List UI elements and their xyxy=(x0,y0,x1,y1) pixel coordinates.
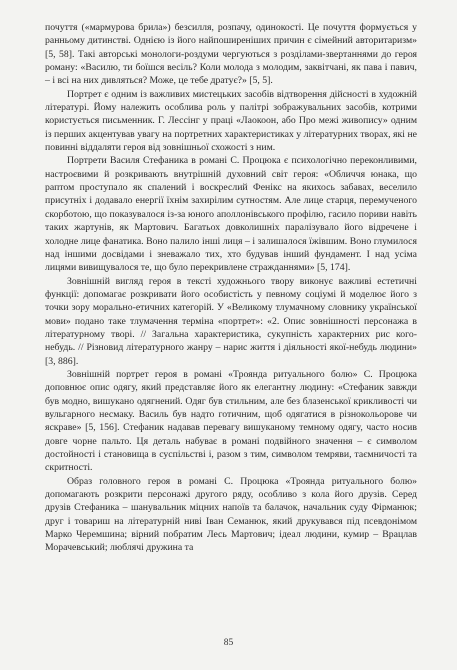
page-number: 85 xyxy=(223,638,234,648)
paragraph-clothing: Зовнішній портрет героя в романі «Троянда ритуального болю» С. Процюка доповнює опис одягу, який представляє його як елегантну людину: «Стефаник завжди був модно, вишукано одягнений. Одяг був стильним, але без блазенської крикливості чи вульгарного несмаку. Василь був надто готичним, щоб одягатися в різнокольорове чи яскраве» [5, 156]. Стефаник надавав перевагу вишуканому темному одягу, часто носив довге чорне пальто. Ця деталь набуває в романі подвійного значення – є символом достойності і становища в суспільстві і, разом з тим, символом темряви, таємничості та скритності. xyxy=(45,368,417,474)
paragraph-secondary-characters: Образ головного героя в романі С. Процюка «Троянда ритуального болю» допомагають розкрити персонажі другого ряду, особливо з кола його друзів. Серед друзів Стефаника – шанувальник міцних напоїв та балачок, начальник суду Фірманюк; друг і товариш на літературній ниві Іван Семанюк, який друкувався під псевдонімом Марко Черемшина; вірний побратим Лесь Мартович; ідеал людини, кумир – Врацлав Морачевський; люблячі дружина та xyxy=(45,475,417,554)
paragraph-stefanyk-portraits: Портрети Василя Стефаника в романі С. Процюка є психологічно переконливими, настроєвими й розкривають внутрішній духовний світ героя: «Обличчя юнака, що раптом проступало як спалений і воскреслий Фенікс на якихось забавах, веселило присутніх і додавало енергії їхнім захирілим сутностям. Але лице старця, перемученого скорботою, що показувалося із-за юного аполлонівського профілю, гасило пориви навіть таких жартунів, як Мартович. Багатьох довколишніх паралізувало його відречене і холодне лице фанатика. Воно палило інші лиця – і залишалося їжівшим. Воно глумилося над іншими досвідами і зневажало тих, хто будував інший фундамент. І над усіма лицями вивищувалося те, що було перекривлене стражданнями» [5, 174]. xyxy=(45,155,417,274)
paragraph-portrait-intro: Портрет є одним із важливих мистецьких засобів відтворення дійсності в художній літературі. Йому належить особлива роль у палітрі зображувальних засобів, котрими користується письменник. Г. Лессінг у праці «Лаокоон, або Про межі живопису» одним із перших акцентував увагу на портретних характеристиках у літературних творах, які не повинні віддаляти героя від зовнішньої схожості з ним. xyxy=(45,88,417,154)
paragraph-continuation: почуття («мармурова брила») безсилля, розпачу, одинокості. Це почуття формується у ранньому дитинстві. Однією із його найпоширеніших причин є сімейний авторитаризм» [5, 58]. Такі авторські монологи-роздуми чергуються з розділами-звертаннями до героя роману: «Василю, ти боїшся весіль? Коли молода з молодим, заквітчані, як пава і павич, – і всі на них дивляться? Може, це тебе дратує?» [5, 5]. xyxy=(45,22,417,87)
paragraph-appearance-functions: Зовнішній вигляд героя в тексті художнього твору виконує важливі естетичні функції: допомагає розкривати його особистість у певному соціумі й моделює його з точки зору морально-етичних категорій. У «Великому тлумачному словнику української мови» подано таке тлумачення терміна «портрет»: «2. Опис зовнішності персонажа в літературному творі. // Загальна характеристика, сукупність характерних рис кого-небудь. // Різновид літературного жанру – нарис життя і діяльності якої-небудь людини» [3, 886]. xyxy=(45,275,417,367)
body-text xyxy=(45,21,417,555)
